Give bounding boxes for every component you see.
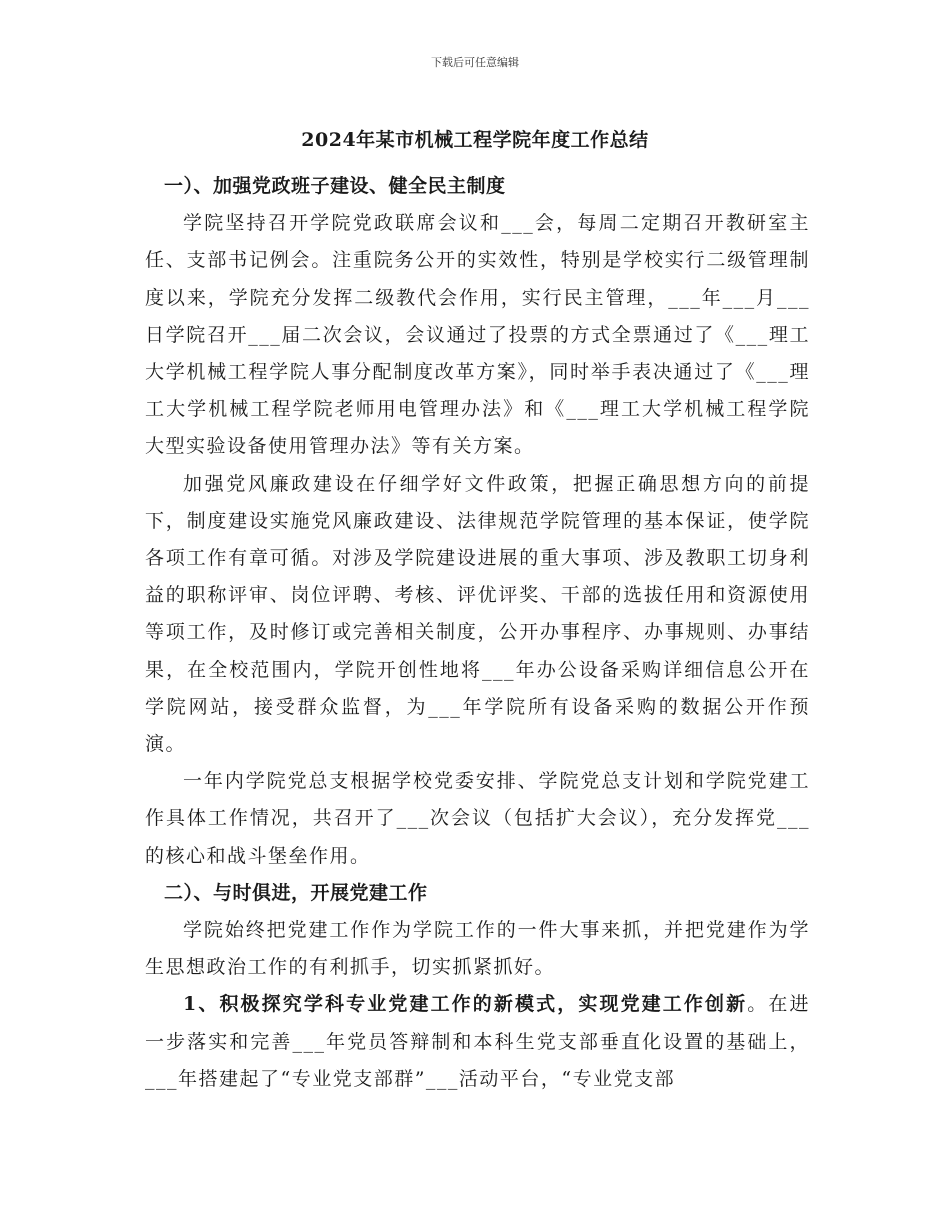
document-body	[145, 168, 810, 1098]
item-1-lead: 1、积极探究学科专业党建工作的新模式，实现党建工作创新	[183, 993, 748, 1016]
section-1-paragraph-2: 加强党风廉政建设在仔细学好文件政策，把握正确思想方向的前提下，制度建设实施党风廉政建设、法律规范学院管理的基本保证，使学院各项工作有章可循。对涉及学院建设进展的重大事项、涉及教职工切身利益的职称评审、岗位评聘、考核、评优评奖、干部的选拔任用和资源使用等项工作，及时修订或完善相关制度，公开办事程序、办事规则、办事结果，在全校范围内，学院开创性地将___年办公设备采购详细信息公开在学院网站，接受群众监督，为___年学院所有设备采购的数据公开作预演。	[145, 472, 810, 756]
page-title: 2024年某市机械工程学院年度工作总结	[301, 129, 649, 151]
section-1-paragraph-1: 学院坚持召开学院党政联席会议和___会，每周二定期召开教研室主任、支部书记例会。注重院务公开的实效性，特别是学校实行二级管理制度以来，学院充分发挥二级教代会作用，实行民主管理，___年___月___日学院召开___届二次会议，会议通过了投票的方式全票通过了《___理工大学机械工程学院人事分配制度改革方案》，同时举手表决通过了《___理工大学机械工程学院老师用电管理办法》和《___理工大学机械工程学院大型实验设备使用管理办法》等有关方案。	[145, 212, 810, 458]
section-2-paragraph-1: 学院始终把党建工作作为学院工作的一件大事来抓，并把党建作为学生思想政治工作的有利抓手，切实抓紧抓好。	[145, 919, 810, 979]
section-2-heading: 二）、与时俱进，开展党建工作	[164, 881, 428, 904]
item-1-text: 。在进一步落实和完善___年党员答辩制和本科生党支部垂直化设置的基础上，___年搭建起了“专业党支部群”___活动平台，“专业党支部	[145, 993, 810, 1090]
section-2-item-1	[145, 986, 810, 1098]
section-1-heading: 一）、加强党政班子建设、健全民主制度	[164, 175, 506, 197]
section-1-paragraph-3: 一年内学院党总支根据学校党委安排、学院党总支计划和学院党建工作具体工作情况，共召开了___次会议（包括扩大会议），充分发挥党___的核心和战斗堡垒作用。	[145, 770, 810, 867]
header-note: 下载后可任意编辑	[431, 56, 519, 69]
